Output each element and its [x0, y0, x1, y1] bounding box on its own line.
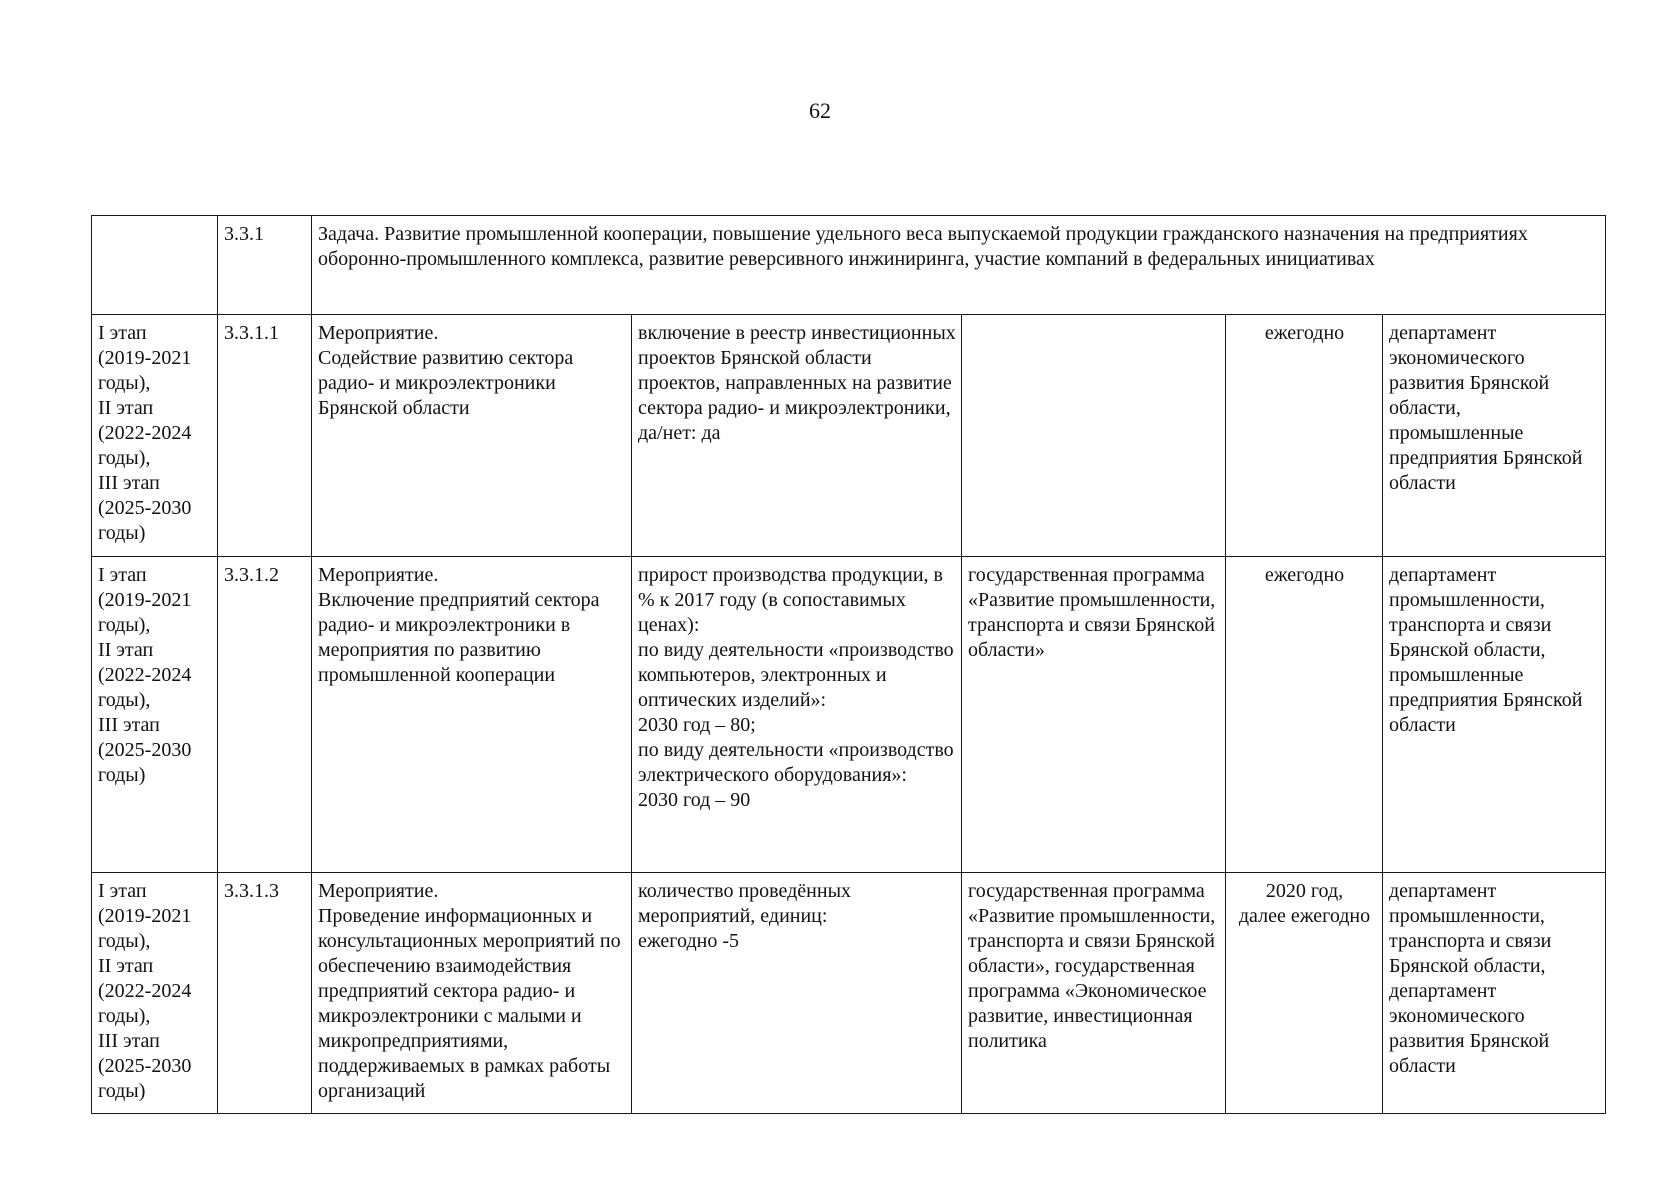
period-cell: 2020 год, далее ежегодно [1226, 873, 1383, 1114]
period-cell: ежегодно [1226, 557, 1383, 873]
program-cell: государственная программа «Развитие промышленности, транспорта и связи Брянской области» [962, 557, 1226, 873]
stage-cell: I этап (2019-2021 годы), II этап (2022-2024 годы), III этап (2025-2030 годы) [92, 315, 218, 557]
program-cell: государственная программа «Развитие промышленности, транспорта и связи Брянской области», государственная программа «Экономическое развитие, инвестиционная политика [962, 873, 1226, 1114]
task-row [92, 216, 1606, 315]
code-cell: 3.3.1.2 [218, 557, 312, 873]
code-cell: 3.3.1.3 [218, 873, 312, 1114]
measures-table [91, 215, 1606, 1114]
program-cell [962, 315, 1226, 557]
event-cell: Мероприятие. Содействие развитию сектора радио- и микроэлектроники Брянской области [312, 315, 632, 557]
code-cell: 3.3.1.1 [218, 315, 312, 557]
task-stage-cell [92, 216, 218, 315]
table-row [92, 873, 1606, 1114]
task-code-cell: 3.3.1 [218, 216, 312, 315]
responsible-cell: департамент промышленности, транспорта и связи Брянской области, промышленные предприятия Брянской области [1383, 557, 1606, 873]
task-text-cell: Задача. Развитие промышленной кооперации, повышение удельного веса выпускаемой продукции гражданского назначения на предприятиях оборонно-промышленного комплекса, развитие реверсивного инжиниринга, участие компаний в федеральных инициативах [312, 216, 1606, 315]
table-row [92, 557, 1606, 873]
event-cell: Мероприятие. Проведение информационных и консультационных мероприятий по обеспечению взаимодействия предприятий сектора радио- и микроэлектроники с малыми и микропредприятиями, поддерживаемых в рамках работы организаций [312, 873, 632, 1114]
table-row [92, 315, 1606, 557]
period-cell: ежегодно [1226, 315, 1383, 557]
indicator-cell: количество проведённых мероприятий, единиц: ежегодно -5 [632, 873, 962, 1114]
responsible-cell: департамент промышленности, транспорта и связи Брянской области, департамент экономического развития Брянской области [1383, 873, 1606, 1114]
indicator-cell: прирост производства продукции, в % к 2017 году (в сопоставимых ценах): по виду деятельности «производство компьютеров, электронных и оптических изделий»: 2030 год – 80; по виду деятельности «производство электрического оборудования»: 2030 год – 90 [632, 557, 962, 873]
indicator-cell: включение в реестр инвестиционных проектов Брянской области проектов, направленных на развитие сектора радио- и микроэлектроники, да/нет: да [632, 315, 962, 557]
event-cell: Мероприятие. Включение предприятий сектора радио- и микроэлектроники в мероприятия по развитию промышленной кооперации [312, 557, 632, 873]
responsible-cell: департамент экономического развития Брянской области, промышленные предприятия Брянской области [1383, 315, 1606, 557]
stage-cell: I этап (2019-2021 годы), II этап (2022-2024 годы), III этап (2025-2030 годы) [92, 557, 218, 873]
stage-cell: I этап (2019-2021 годы), II этап (2022-2024 годы), III этап (2025-2030 годы) [92, 873, 218, 1114]
page-number: 62 [809, 98, 831, 123]
